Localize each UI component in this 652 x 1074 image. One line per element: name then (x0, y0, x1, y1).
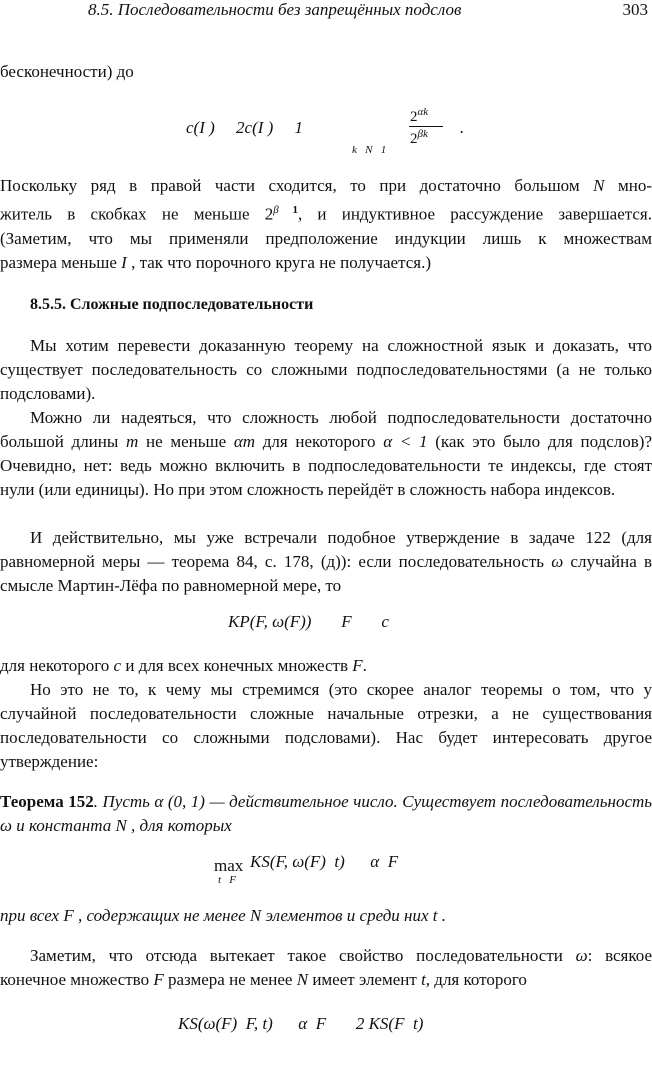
p4-b: не меньше (138, 432, 234, 451)
header-title: 8.5. Последовательности без запрещённых подслов (88, 0, 462, 19)
p2-line1-b: мно- (604, 176, 652, 195)
p9-d: имеет элемент (308, 970, 422, 989)
p9-e: , для которого (425, 970, 527, 989)
symbol-I: I (121, 252, 127, 272)
p2-line1-a: Поскольку ряд в правой части сходится, то при достаточно большом (0, 176, 594, 195)
section-title: Сложные подпоследовательности (70, 296, 314, 313)
p4-a: Можно ли надеяться, что сложность любой подпоследовательности достаточно большой длины (0, 408, 652, 451)
paragraph-5 (0, 526, 652, 598)
formula-1-numerator (410, 106, 428, 126)
symbol-t: t (421, 970, 426, 989)
paragraph-6-text (0, 654, 652, 678)
symbol-omega: ω (551, 552, 564, 571)
theorem-152 (0, 790, 652, 838)
formula-2 (0, 612, 652, 636)
theorem-statement: . Пусть α (0, 1) — действительное число. Существует последовательность ω и константа N , для которых (0, 792, 652, 835)
symbol-alpha-lt-1: α < 1 (383, 432, 428, 451)
formula-3-max-subscript: t F (218, 874, 237, 886)
formula-3-body: KS(F, ω(F) t) α F (250, 852, 399, 871)
paragraph-3 (0, 334, 652, 406)
numerator-base: 2 (410, 109, 418, 125)
paragraph-2 (0, 174, 652, 275)
p9-a: Заметим, что отсюда вытекает такое свойство последовательности (30, 946, 576, 965)
formula-1-lhs: c(I ) 2c(I ) 1 (186, 118, 304, 137)
formula-1-denominator (410, 128, 428, 148)
theorem-text (0, 790, 652, 838)
paragraph-5-text (0, 526, 652, 598)
symbol-m: m (126, 432, 139, 451)
denominator-base: 2 (410, 131, 418, 147)
exponent-beta: β (273, 204, 279, 216)
page-number: 303 (622, 0, 648, 19)
symbol-F: F (352, 656, 363, 675)
paragraph-1 (0, 60, 652, 84)
section-number: 8.5.5 (30, 296, 62, 313)
paragraph-2-line-3: (Заметим, что мы применяли предположение индукции лишь к множествам (0, 228, 652, 248)
paragraph-6 (0, 654, 652, 678)
paragraph-7 (0, 678, 652, 774)
paragraph-4 (0, 406, 652, 502)
symbol-N: N (593, 176, 605, 195)
formula-4-body: KS(ω(F) F, t) α F 2 KS(F t) (178, 1014, 424, 1033)
paragraph-2-line-2 (0, 198, 652, 227)
formula-1 (0, 100, 652, 170)
symbol-alpha-m: αm (233, 432, 256, 451)
paragraph-8 (0, 904, 652, 928)
paragraph-8-text: при всех F , содержащих не менее N элементов и среди них t . (0, 906, 446, 925)
exponent-one: 1 (278, 204, 298, 216)
formula-4 (0, 1014, 652, 1036)
p9-c: размера не менее (163, 970, 297, 989)
paragraph-2-line-1 (0, 174, 652, 198)
theorem-label: Теорема 152 (0, 792, 94, 811)
formula-3 (0, 852, 652, 892)
p2-line4-a: размера меньше (0, 252, 122, 272)
paragraph-4-text (0, 406, 652, 502)
paragraph-9-text (0, 944, 652, 992)
formula-1-sum-subscript: k N 1 (352, 144, 387, 156)
symbol-c: c (113, 656, 122, 675)
paragraph-3-text: Мы хотим перевести доказанную теорему на сложностной язык и доказать, что существует последовательность со сложными подпоследовательностями (а не только подсловами). (0, 336, 652, 403)
p2-line4-b: , так что порочного круга не получается.) (126, 252, 432, 272)
p5-b: случайна в смысле Мартин-Лёфа по равномерной мере, то (0, 552, 652, 595)
p2-line2-b: , и индуктивное рассуждение завершается. (297, 204, 652, 224)
p9-b: : всякое конечное множество (0, 946, 652, 989)
p6-a: для некоторого (0, 656, 114, 675)
formula-1-end: . (460, 118, 465, 137)
p2-line2-a: житель в скобках не меньше 2 (0, 204, 274, 224)
p6-end: . (362, 656, 367, 675)
paragraph-1-text: бесконечности) до (0, 62, 134, 81)
formula-2-body: KP(F, ω(F)) F c (228, 612, 389, 631)
formula-3-max: max (214, 856, 244, 875)
symbol-omega-2: ω (575, 946, 588, 965)
section-heading (30, 296, 313, 314)
p6-b: и для всех конечных множеств (121, 656, 353, 675)
p4-c: для некоторого (255, 432, 384, 451)
section-sep: . (62, 296, 70, 313)
denominator-exponent: βk (417, 128, 428, 140)
symbol-F-2: F (153, 970, 164, 989)
fraction-bar (409, 126, 443, 127)
numerator-exponent: αk (417, 106, 429, 118)
paragraph-2-line-4 (0, 251, 652, 275)
paragraph-7-text: Но это не то, к чему мы стремимся (это скорее аналог теоремы о том, что у случайной последовательности сложные начальные отрезки, а не существования последовательности со сложными подсловами). Нас будет интересовать другое утверждение: (0, 680, 652, 771)
p4-d: (как это было для подслов)? Очевидно, нет: ведь можно включить в подпоследовательности те индексы, где стоят нули (или единицы). Но при этом сложность перейдёт в сложность набора индексов. (0, 432, 652, 499)
p5-a: И действительно, мы уже встречали подобное утверждение в задаче 122 (для равномерной меры — теорема 84, с. 178, (д)): если последовательность (0, 528, 652, 571)
paragraph-9 (0, 944, 652, 992)
symbol-N-2: N (296, 970, 309, 989)
running-header (0, 0, 652, 22)
